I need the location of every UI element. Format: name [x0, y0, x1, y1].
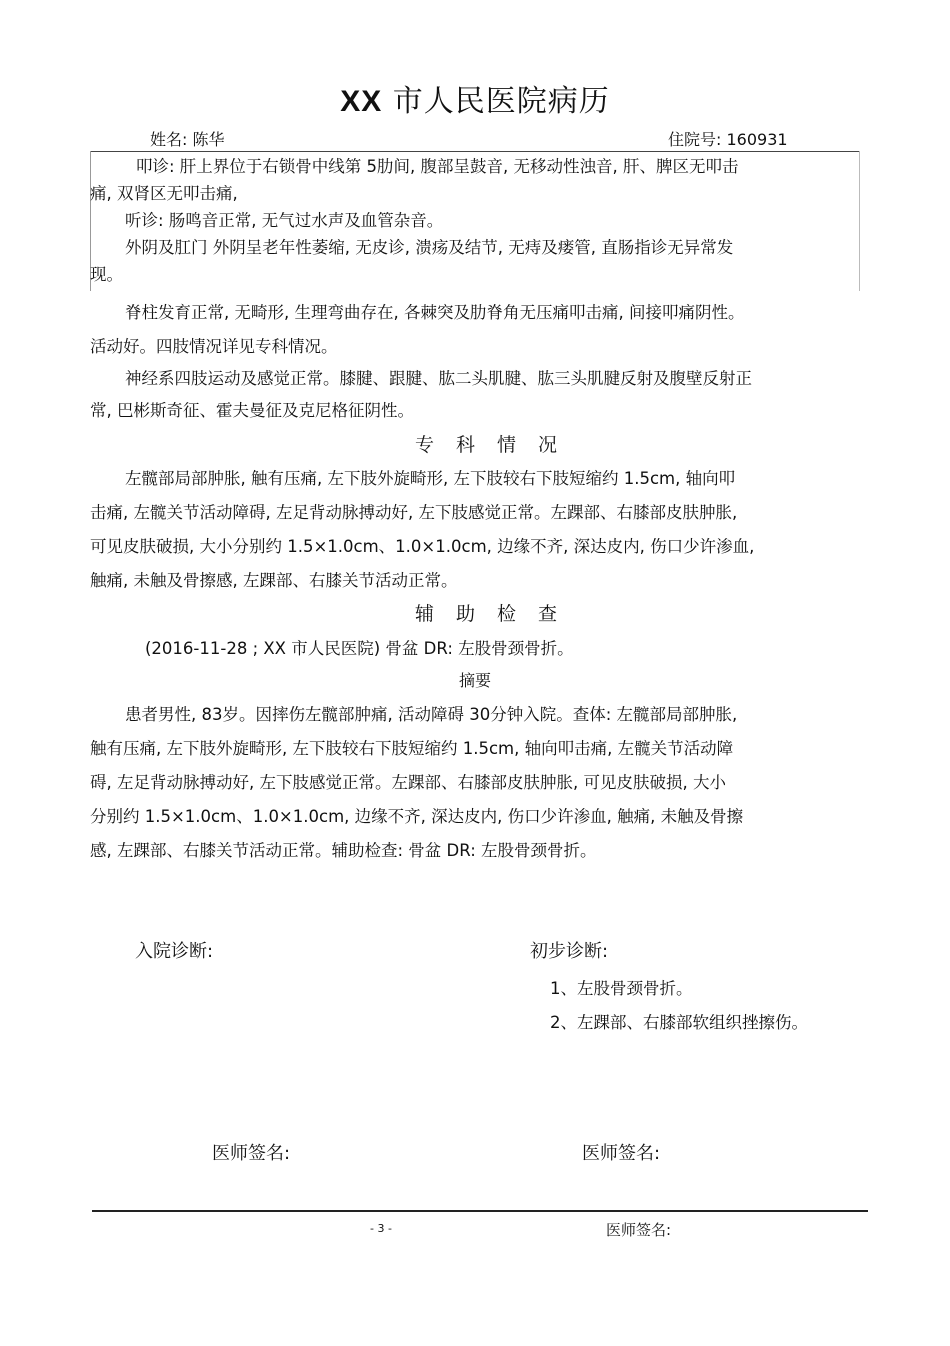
- patient-name: 姓名: 陈华: [150, 130, 225, 149]
- initial-diagnosis-label: 初步诊断:: [530, 941, 609, 962]
- summary-heading: 摘要: [458, 671, 491, 690]
- exam-box-text: [90, 153, 860, 288]
- aux-exam-text: (2016-11-28 ; XX 市人民医院) 骨盆 DR: 左股骨颈骨折。: [145, 639, 574, 658]
- exam-line: 听诊: 肠鸣音正常, 无气过水声及血管杂音。: [125, 211, 444, 230]
- specialty-paragraph: 左髋部局部肿胀, 触有压痛, 左下肢外旋畸形, 左下肢较右下肢短缩约 1.5cm, 轴向叩 击痛, 左髋关节活动障碍, 左足背动脉搏动好, 左下肢感觉正常。左踝部、右膝部皮肤肿胀, 可见皮肤破损, 大小分别约 1.5×1.0cm、1.0×1.0cm, 边缘不齐, 深达皮内, 伤口少许渗血, 触痛, 未触及骨擦感, 左踝部、右膝关节活动正常。: [90, 469, 755, 590]
- diagnosis-item: 2、左踝部、右膝部软组织挫擦伤。: [550, 1013, 808, 1032]
- spine-paragraph: 脊柱发育正常, 无畸形, 生理弯曲存在, 各棘突及肋脊角无压痛叩击痛, 间接叩痛阴性。 活动好。四肢情况详见专科情况。: [90, 303, 745, 356]
- admission-diagnosis-label: 入院诊断:: [135, 941, 214, 962]
- signature-right: 医师签名:: [582, 1143, 661, 1164]
- exam-line: 外阴及肛门 外阴呈老年性萎缩, 无皮诊, 溃疡及结节, 无痔及瘘管, 直肠指诊无异常发: [125, 238, 734, 257]
- admission-number: 住院号: 160931: [668, 130, 788, 149]
- page-number: - 3 -: [370, 1222, 392, 1235]
- footer-rule: [92, 1210, 868, 1212]
- neuro-paragraph: 神经系四肢运动及感觉正常。膝腱、跟腱、肱二头肌腱、肱三头肌腱反射及腹壁反射正 常, 巴彬斯奇征、霍夫曼征及克尼格征阴性。: [90, 369, 752, 420]
- box-top-border: [90, 151, 860, 152]
- specialty-heading: 专科情况: [414, 434, 579, 456]
- page-title: XX 市人民医院病历: [340, 84, 610, 119]
- summary-paragraph: 患者男性, 83岁。因摔伤左髋部肿痛, 活动障碍 30分钟入院。查体: 左髋部局部肿胀, 触有压痛, 左下肢外旋畸形, 左下肢较右下肢短缩约 1.5cm, 轴向叩击痛, 左髋关节活动障 碍, 左足背动脉搏动好, 左下肢感觉正常。左踝部、右膝部皮肤肿胀, 可见皮肤破损, 大小 分别约 1.5×1.0cm、1.0×1.0cm, 边缘不齐, 深达皮内, 伤口少许渗血, 触痛, 未触及骨擦 感, 左踝部、右膝关节活动正常。辅助检查: 骨盆 DR: 左股骨颈骨折。: [90, 705, 744, 860]
- diagnosis-item: 1、左股骨颈骨折。: [550, 979, 693, 998]
- signature-left: 医师签名:: [212, 1143, 291, 1164]
- exam-line: 痛, 双肾区无叩击痛,: [90, 184, 238, 203]
- aux-exam-heading: 辅助检查: [414, 603, 579, 625]
- exam-line: 叩诊: 肝上界位于右锁骨中线第 5肋间, 腹部呈鼓音, 无移动性浊音, 肝、脾区无叩击: [136, 157, 739, 176]
- exam-line: 现。: [90, 265, 123, 284]
- footer-signature: 医师签名:: [606, 1221, 672, 1239]
